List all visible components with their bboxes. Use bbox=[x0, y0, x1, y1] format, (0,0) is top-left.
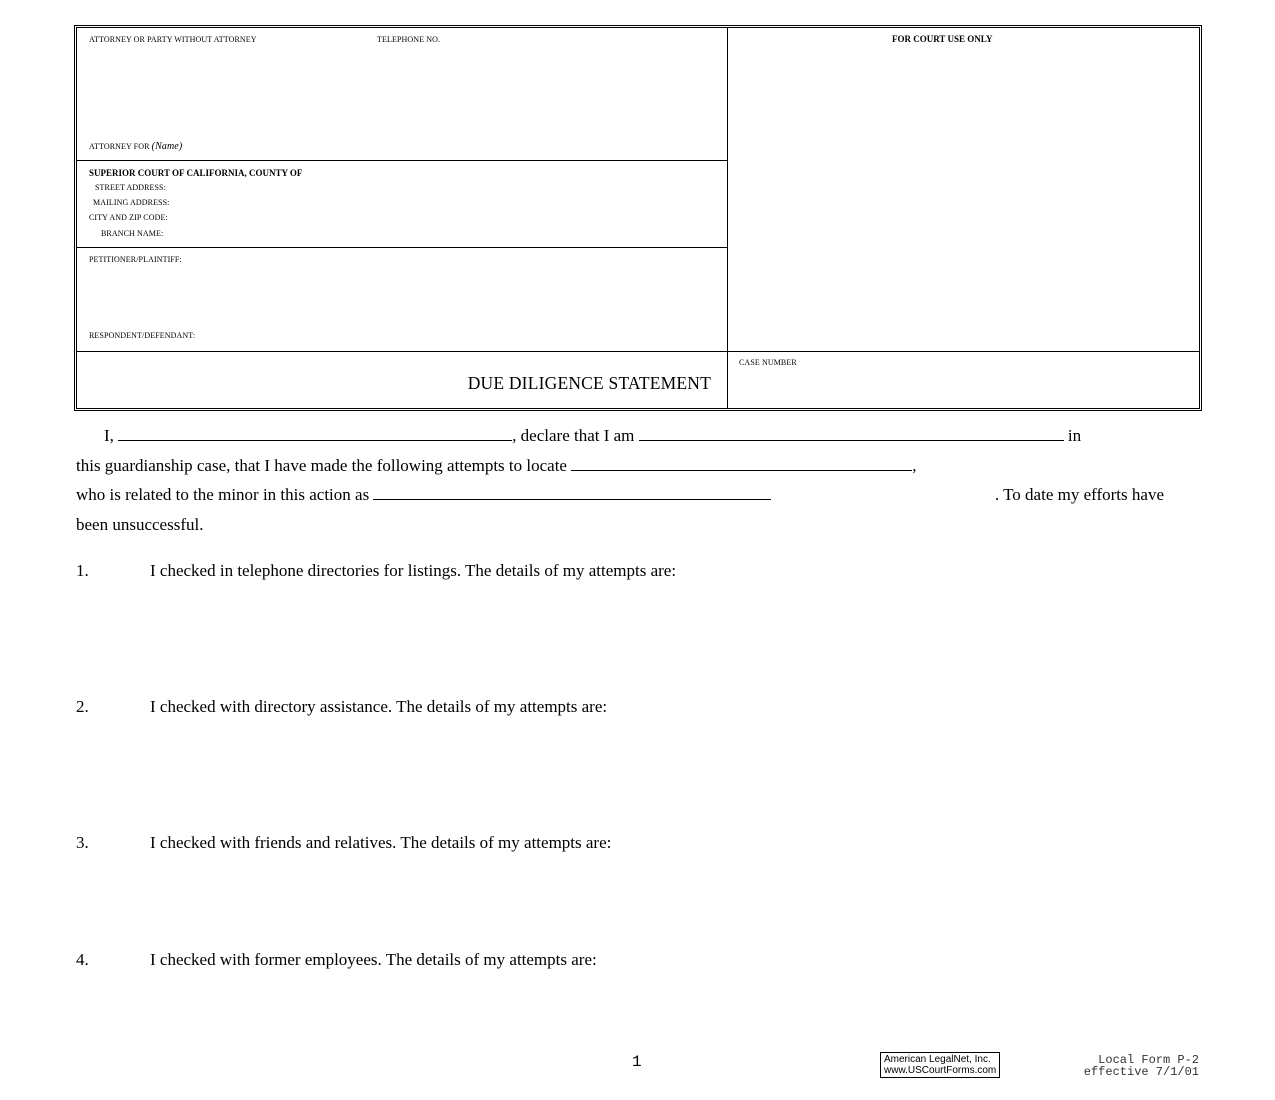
declaration-line-2 bbox=[76, 451, 1164, 481]
attempt-item-3 bbox=[76, 833, 611, 853]
mailing-address-label: MAILING ADDRESS: bbox=[93, 198, 170, 207]
item-number: 1. bbox=[76, 561, 89, 580]
declaration-paragraph bbox=[76, 421, 1164, 539]
attorney-for-name: (Name) bbox=[151, 141, 183, 152]
item-number: 2. bbox=[76, 697, 89, 716]
declaration-declare-text: , declare that I am bbox=[512, 426, 635, 445]
attempt-item-2 bbox=[76, 697, 607, 717]
page-number: 1 bbox=[632, 1053, 642, 1071]
caption-divider-court bbox=[77, 247, 727, 248]
declaration-line-3-text: who is related to the minor in this action as bbox=[76, 485, 370, 504]
telephone-label: TELEPHONE NO. bbox=[377, 35, 441, 44]
local-form-id bbox=[1084, 1054, 1199, 1078]
local-form-number: Local Form P-2 bbox=[1098, 1053, 1199, 1067]
declaration-line-4: been unsuccessful. bbox=[76, 514, 204, 534]
item-text: I checked with friends and relatives. The details of my attempts are: bbox=[150, 833, 612, 852]
declaration-in-text: in bbox=[1067, 426, 1082, 445]
caption-divider-case-number bbox=[727, 351, 1199, 352]
vendor-stamp bbox=[880, 1052, 1000, 1078]
attempt-item-4 bbox=[76, 950, 597, 970]
declarant-role-blank[interactable] bbox=[639, 426, 1064, 441]
branch-name-label: BRANCH NAME: bbox=[101, 229, 164, 238]
city-zip-label: CITY AND ZIP CODE: bbox=[89, 213, 168, 222]
local-form-effective-date: effective 7/1/01 bbox=[1083, 1065, 1199, 1079]
attempt-item-1 bbox=[76, 561, 676, 581]
vendor-name: American LegalNet, Inc. bbox=[884, 1054, 991, 1065]
vendor-website: www.USCourtForms.com bbox=[884, 1065, 997, 1076]
street-address-label: STREET ADDRESS: bbox=[95, 183, 166, 192]
item-number: 4. bbox=[76, 950, 89, 969]
item-text: I checked in telephone directories for listings. The details of my attempts are: bbox=[150, 561, 677, 580]
attorney-label: ATTORNEY OR PARTY WITHOUT ATTORNEY bbox=[89, 35, 257, 44]
court-heading: SUPERIOR COURT OF CALIFORNIA, COUNTY OF bbox=[89, 168, 303, 178]
caption-divider-parties bbox=[77, 351, 727, 352]
declaration-line-1 bbox=[76, 421, 1164, 451]
relationship-blank[interactable] bbox=[373, 485, 771, 500]
petitioner-label: PETITIONER/PLAINTIFF: bbox=[89, 255, 182, 264]
form-title: DUE DILIGENCE STATEMENT bbox=[467, 373, 711, 393]
person-to-locate-blank[interactable] bbox=[571, 456, 912, 471]
item-text: I checked with former employees. The details of my attempts are: bbox=[150, 950, 597, 969]
attorney-for-label: ATTORNEY FOR (Name) bbox=[89, 141, 183, 152]
declaration-line-3 bbox=[76, 480, 1164, 510]
caption-box bbox=[74, 25, 1202, 411]
caption-divider-attorney bbox=[77, 160, 727, 161]
respondent-label: RESPONDENT/DEFENDANT: bbox=[89, 331, 196, 340]
declaration-comma: , bbox=[912, 455, 917, 475]
case-number-label: CASE NUMBER bbox=[739, 358, 797, 367]
court-use-label: FOR COURT USE ONLY bbox=[892, 34, 993, 44]
declarant-name-blank[interactable] bbox=[118, 426, 512, 441]
declaration-i: I, bbox=[104, 426, 114, 445]
item-text: I checked with directory assistance. The details of my attempts are: bbox=[150, 697, 608, 716]
declaration-line-2-text: this guardianship case, that I have made the following attempts to locate bbox=[76, 455, 567, 475]
item-number: 3. bbox=[76, 833, 89, 852]
declaration-line-3-end: . To date my efforts have bbox=[994, 485, 1164, 504]
